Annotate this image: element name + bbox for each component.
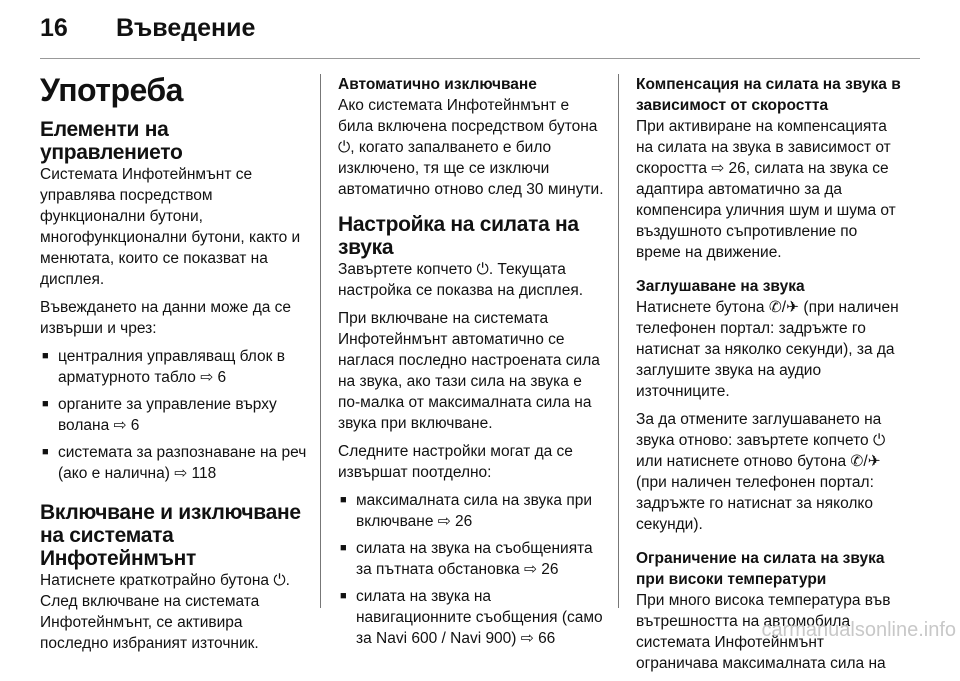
list-item: ■ централния управляващ блок в арматурното табло ⇨ 6 bbox=[40, 346, 308, 388]
list-item: ■ максималната сила на звука при включване ⇨ 26 bbox=[338, 490, 606, 532]
paragraph: Натиснете краткотрайно бутона ⏻. След включване на системата Инфотейнмънт, се активира последно избраният източник. bbox=[40, 572, 290, 652]
heading-temperature-limit: Ограничение на силата на звука при високи температури bbox=[636, 550, 885, 588]
column-2 bbox=[338, 74, 606, 656]
list-item: ■ органите за управление върху волана ⇨ 6 bbox=[40, 394, 308, 436]
heading-on-off: Включване и изключване на системата Инфотейнмънт bbox=[40, 501, 301, 570]
column-divider bbox=[618, 74, 619, 608]
column-1 bbox=[40, 118, 308, 661]
column-3 bbox=[636, 74, 904, 681]
heading-speed-compensation: Компенсация на силата на звука в зависимост от скоростта bbox=[636, 76, 901, 114]
heading-controls: Елементи на управлението bbox=[40, 118, 183, 164]
paragraph: Следните настройки могат да се извършат поотделно: bbox=[338, 443, 573, 481]
list-item: ■ системата за разпознаване на реч (ако е налична) ⇨ 118 bbox=[40, 442, 308, 484]
paragraph: За да отмените заглушаването на звука отново: завъртете копчето ⏻ или натиснете отново бутона ✆/✈ (при наличен телефонен портал: задръжте го натиснат за няколко секунди). bbox=[636, 411, 886, 533]
input-methods-list bbox=[40, 346, 308, 484]
paragraph: При много висока температура във вътрешността на автомобила системата Инфотейнмънт ограничава максималната сила на bbox=[636, 592, 891, 672]
watermark: carmanualsonline.info bbox=[761, 619, 956, 641]
header-rule bbox=[40, 58, 920, 59]
volume-settings-list bbox=[338, 490, 606, 649]
page-title: Употреба bbox=[40, 72, 183, 108]
paragraph: При включване на системата Инфотейнмънт автоматично се наглася последно настроената сила на звука, ако тази сила на звука е по-малка от максималната сила на звука при включване. bbox=[338, 310, 600, 432]
heading-auto-off: Автоматично изключване bbox=[338, 76, 537, 93]
paragraph: Въвеждането на данни може да се извърши и чрез: bbox=[40, 299, 292, 337]
list-item: ■ силата на звука на навигационните съобщения (само за Navi 600 / Navi 900) ⇨ 66 bbox=[338, 586, 606, 649]
paragraph: Ако системата Инфотейнмънт е била включена посредством бутона ⏻, когато запалването е било изключено, тя ще се изключи автоматично отново след 30 минути. bbox=[338, 97, 604, 198]
page-number: 16 bbox=[40, 14, 68, 42]
paragraph: Натиснете бутона ✆/✈ (при наличен телефонен портал: задръжте го натиснат за няколко секунди), за да заглушите звука на аудио източниците. bbox=[636, 299, 899, 400]
chapter-title: Въведение bbox=[116, 14, 256, 42]
list-item: ■ силата на звука на съобщенията за пътната обстановка ⇨ 26 bbox=[338, 538, 606, 580]
heading-mute: Заглушаване на звука bbox=[636, 278, 805, 295]
paragraph: Системата Инфотейнмънт се управлява посредством функционални бутони, многофункционални бутони, както и менютата, които се показват на дисплея. bbox=[40, 166, 301, 288]
heading-volume: Настройка на силата на звука bbox=[338, 213, 579, 259]
column-divider bbox=[320, 74, 321, 608]
paragraph: Завъртете копчето ⏻. Текущата настройка се показва на дисплея. bbox=[338, 261, 584, 299]
paragraph: При активиране на компенсацията на силата на звука в зависимост от скоростта ⇨ 26, силата на звука се адаптира автоматично за да компенсира уличния шум и шума от въздушното съпротивление по време на движение. bbox=[636, 118, 896, 261]
